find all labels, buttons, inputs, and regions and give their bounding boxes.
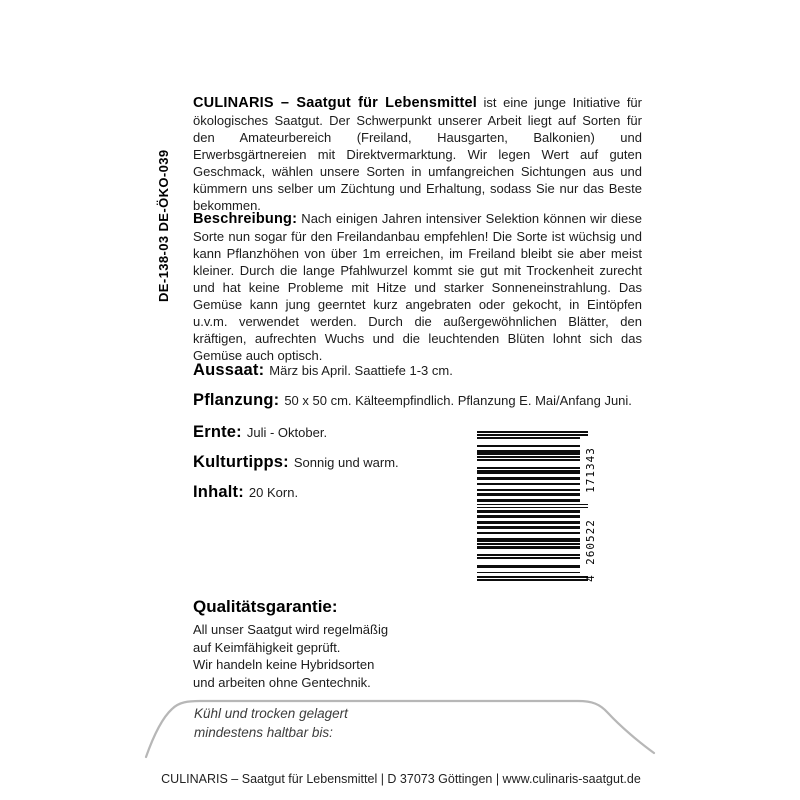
spec-label: Aussaat: <box>193 361 265 379</box>
spec-value: Juli - Oktober. <box>246 425 328 440</box>
spec-label: Pflanzung: <box>193 391 280 409</box>
quality-line: Wir handeln keine Hybridsorten <box>193 657 375 672</box>
spec-value: März bis April. Saattiefe 1-3 cm. <box>269 363 453 378</box>
storage-note <box>194 704 494 742</box>
spec-value: 20 Korn. <box>248 485 299 500</box>
quality-line: und arbeiten ohne Gentechnik. <box>193 674 371 690</box>
reg-code-text: DE-138-03 DE-ÖKO-039 <box>156 149 171 302</box>
barcode-digit-group: 171343 <box>584 447 597 493</box>
description-body-text: Nach einigen Jahren intensiver Selektion können wir diese Sorte nun sogar für den Freilandanbau empfehlen! Die Sorte ist wüchsig und kann Pflanzhöhen von über 1m erreichen, im Freiland bleibt sie aber meist kleiner. Durch die lange Pfahlwurzel kommt sie gut mit Trockenheit zurecht und hat keine Probleme mit Hitze und starker Sonneneinstrahlung. Das Gemüse kann jung geerntet kurz angebraten oder gekocht, in Eintöpfen u.v.m. verwendet werden. Durch die außergewöhnlichen Blätter, den kräftigen, aufrechten Wuchs und die leuchtenden Blüten lohnt sich das Gemüse auch optisch. <box>193 211 642 363</box>
spec-value: 50 x 50 cm. Kälteempfindlich. Pflanzung E. Mai/Anfang Juni. <box>284 393 632 408</box>
brand-lead-text: CULINARIS – Saatgut für Lebensmittel <box>193 95 477 111</box>
barcode-digit-group: 260522 <box>584 519 597 565</box>
quality-line: All unser Saatgut wird regelmäßig <box>193 622 389 637</box>
intro-body-text: ist eine junge Initiative für ökologisches Saatgut. Der Schwerpunkt unserer Arbeit liegt auf Sorten für den Amateurbereich (Freiland, Hausgarten, Balkonien) und Erwerbsgärtnereien mit Direktvermarktung. Wir legen Wert auf guten Geschmack, wählen unsere Sorten in umfangreichen Sichtungen aus und kümmern uns selber um Züchtung und Erhaltung, sodass Sie nur das Beste bekommen. <box>193 95 642 213</box>
spec-label: Ernte: <box>193 423 242 441</box>
barcode-digit-group: 4 <box>584 574 597 582</box>
description-lead-text: Beschreibung: <box>193 211 298 227</box>
quality-line: auf Keimfähigkeit geprüft. <box>193 639 341 655</box>
spec-label: Kulturtipps: <box>193 453 289 471</box>
quality-heading: Qualitätsgarantie: <box>193 597 338 616</box>
footer-address: CULINARIS – Saatgut für Lebensmittel | D 37073 Göttingen | www.culinaris-saatgut.de <box>161 772 641 786</box>
spec-value: Sonnig und warm. <box>293 455 399 470</box>
spec-label: Inhalt: <box>193 483 244 501</box>
storage-line: mindestens haltbar bis: <box>194 725 333 740</box>
storage-line: Kühl und trocken gelagert <box>194 706 348 721</box>
